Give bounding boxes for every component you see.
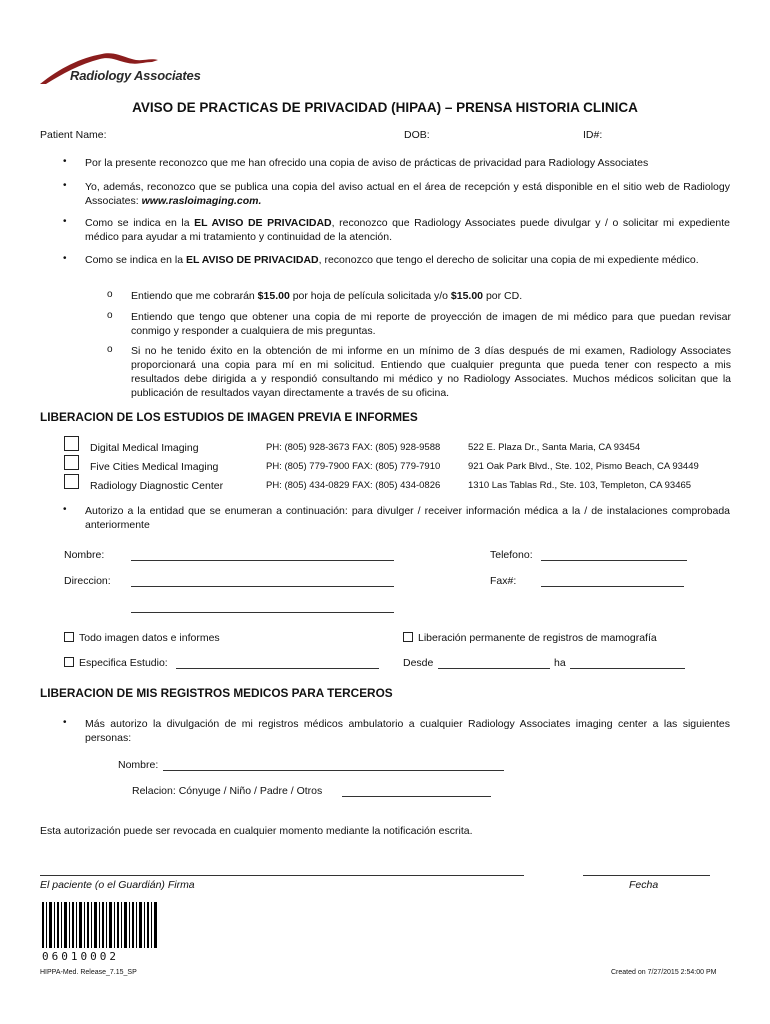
direccion-field[interactable] [131, 576, 394, 587]
relacion-field[interactable] [342, 786, 491, 797]
id-label: ID#: [583, 129, 603, 141]
nombre-label: Nombre: [64, 549, 105, 561]
location-phone: PH: (805) 434-0829 FAX: (805) 434-0826 [266, 480, 441, 491]
patient-name-label: Patient Name: [40, 129, 107, 141]
barcode-icon [40, 902, 160, 948]
fax-field[interactable] [541, 576, 684, 587]
third-nombre-label: Nombre: [118, 759, 159, 771]
page-title: AVISO DE PRACTICAS DE PRIVACIDAD (HIPAA) – PRENSA HISTORIA CLINICA [132, 100, 638, 115]
study-field[interactable] [176, 658, 379, 669]
location-checkbox[interactable] [64, 474, 79, 489]
footer-created: Created on 7/27/2015 2:54:00 PM [611, 969, 717, 976]
signature-line[interactable] [40, 875, 524, 876]
option-checkbox[interactable] [64, 657, 74, 667]
nombre-field[interactable] [131, 550, 394, 561]
sub-bullet-circle: o [107, 289, 113, 300]
ack-disclose-text: Como se indica en la EL AVISO DE PRIVACIDAD, reconozco que Radiology Associates puede divulgar y / o solicitar mi expediente médico para ayudar a mi tratamiento y continuidad de la atención. [85, 217, 730, 243]
location-name: Digital Medical Imaging [90, 442, 199, 454]
fee-text: Entiendo que me cobrarán $15.00 por hoja de película solicitada y/o $15.00 por CD. [131, 290, 523, 302]
location-name: Five Cities Medical Imaging [90, 461, 219, 473]
option-checkbox[interactable] [403, 632, 413, 642]
desde-field[interactable] [438, 658, 550, 669]
revocation-text: Esta autorización puede ser revocada en cualquier momento mediante la notificación escrita. [40, 825, 473, 837]
ack-copy-right-text: Como se indica en la EL AVISO DE PRIVACIDAD, reconozco que tengo el derecho de solicitar una copia de mi expediente médico. [85, 254, 699, 266]
brand-name: Radiology Associates [70, 68, 201, 83]
direccion-label: Direccion: [64, 575, 111, 587]
location-phone: PH: (805) 779-7900 FAX: (805) 779-7910 [266, 461, 441, 472]
footer-form-id: HIPPA-Med. Release_7.15_SP [40, 969, 137, 976]
third-nombre-field[interactable] [163, 760, 504, 771]
website-link[interactable]: www.rasloimaging.com. [141, 195, 262, 207]
fax-label: Fax#: [490, 575, 517, 587]
date-label: Fecha [629, 879, 659, 891]
sub-bullet-circle: o [107, 310, 113, 321]
section-prior-imaging-heading: LIBERACION DE LOS ESTUDIOS DE IMAGEN PREVIA E INFORMES [40, 410, 418, 424]
opt-mammo-label: Liberación permanente de registros de mamografía [418, 632, 657, 644]
location-address: 921 Oak Park Blvd., Ste. 102, Pismo Beach, CA 93449 [468, 461, 699, 472]
ha-label: ha [554, 657, 566, 669]
dob-label: DOB: [404, 129, 430, 141]
third-party-text: Más autorizo la divulgación de mi registros médicos ambulatorio a cualquier Radiology Associates imaging center a las siguientes personas: [85, 718, 730, 744]
ack-posted-text: Yo, además, reconozco que se publica una copia del aviso actual en el área de recepción y está disponible en el sitio web de Radiology Associates: www.rasloimaging.com. [85, 181, 730, 207]
desde-label: Desde [403, 657, 434, 669]
location-address: 1310 Las Tablas Rd., Ste. 103, Templeton, CA 93465 [468, 480, 692, 491]
direccion-field-line2[interactable] [131, 602, 394, 613]
opt-all-label: Todo imagen datos e informes [79, 632, 220, 644]
location-address: 522 E. Plaza Dr., Santa Maria, CA 93454 [468, 442, 641, 453]
section-third-party-heading: LIBERACION DE MIS REGISTROS MEDICOS PARA TERCEROS [40, 686, 393, 700]
bullet-dot: • [63, 253, 67, 264]
telefono-field[interactable] [541, 550, 687, 561]
report-request-text: Si no he tenido éxito en la obtención de mi informe en un mínimo de 3 días después de mi examen, Radiology Associates proporcionará una copia para mí en mi solicitud. Entiendo que cualquier pregunta que pueda tener con respecto a mis resultados debe dirigida a y respondió consultando mi médico y no Radiology Associates. Muchos médicos solicitan que la publicación de resultados vayan directamente a través de su oficina. [131, 345, 731, 399]
location-name: Radiology Diagnostic Center [90, 480, 224, 492]
location-phone: PH: (805) 928-3673 FAX: (805) 928-9588 [266, 442, 441, 453]
location-checkbox[interactable] [64, 436, 79, 451]
bullet-dot: • [63, 717, 67, 728]
bullet-dot: • [63, 180, 67, 191]
opt-study-label: Especifica Estudio: [79, 657, 168, 669]
report-copy-text: Entiendo que tengo que obtener una copia de mi reporte de proyección de imagen de mi médico para que puedan revisar conmigo y responder a cualquiera de mis preguntas. [131, 311, 731, 337]
ha-field[interactable] [570, 658, 685, 669]
date-line[interactable] [583, 875, 710, 876]
barcode-number: 06010002 [42, 950, 119, 963]
sub-bullet-circle: o [107, 344, 113, 355]
signature-label: El paciente (o el Guardián) Firma [40, 879, 195, 891]
relacion-label: Relacion: Cónyuge / Niño / Padre / Otros [132, 785, 323, 797]
option-checkbox[interactable] [64, 632, 74, 642]
authorize-entity-text: Autorizo a la entidad que se enumeran a continuación: para divulger / receiver información médica a la / de instalaciones comprobada anteriormente [85, 505, 730, 531]
location-checkbox[interactable] [64, 455, 79, 470]
bullet-dot: • [63, 156, 67, 167]
bullet-dot: • [63, 504, 67, 515]
bullet-dot: • [63, 216, 67, 227]
telefono-label: Telefono: [490, 549, 533, 561]
ack-notice-text: Por la presente reconozco que me han ofrecido una copia de aviso de prácticas de privacidad para Radiology Associates [85, 157, 649, 169]
